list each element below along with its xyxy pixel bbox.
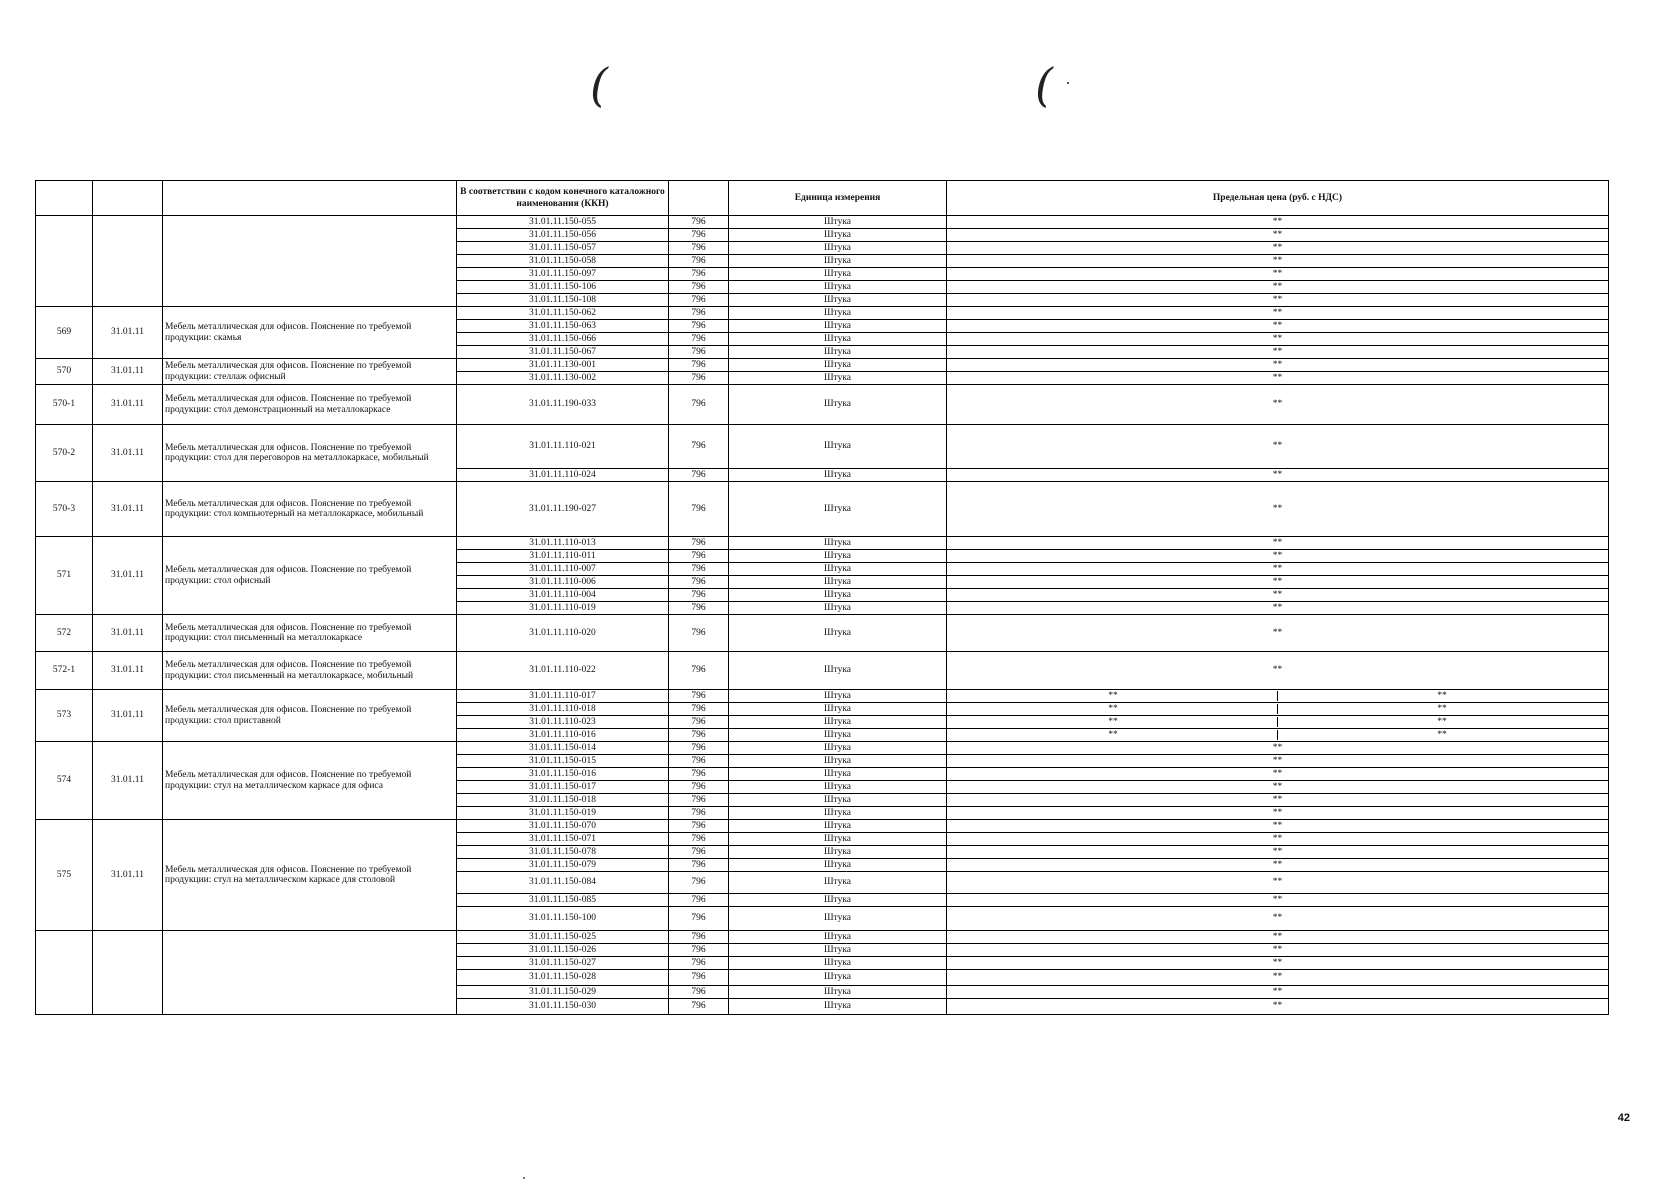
unit-name: Штука (729, 755, 947, 768)
table-row (36, 216, 1609, 229)
unit-name: Штука (729, 307, 947, 320)
kkn-code: 31.01.11.150-062 (457, 307, 669, 320)
price-cell: ** (947, 307, 1609, 320)
okei-code: 796 (669, 907, 729, 931)
kkn-code: 31.01.11.110-006 (457, 576, 669, 589)
price-cell: ** (947, 320, 1609, 333)
okei-code: 796 (669, 385, 729, 425)
price-value: ** (1437, 716, 1447, 727)
row-number: 569 (36, 307, 93, 359)
kkn-code: 31.01.11.110-019 (457, 602, 669, 615)
price-cell: ** (947, 333, 1609, 346)
unit-name: Штука (729, 859, 947, 872)
okei-code: 796 (669, 794, 729, 807)
price-cell: ** (947, 469, 1609, 482)
table-row (36, 482, 1609, 537)
header-cell-description (163, 181, 457, 216)
table-row (36, 359, 1609, 372)
okei-code: 796 (669, 944, 729, 957)
unit-name: Штука (729, 794, 947, 807)
unit-name: Штука (729, 944, 947, 957)
unit-name: Штука (729, 602, 947, 615)
okei-code: 796 (669, 255, 729, 268)
okei-code: 796 (669, 333, 729, 346)
kkn-code: 31.01.11.130-001 (457, 359, 669, 372)
okpd-code: 31.01.11 (93, 385, 163, 425)
unit-name: Штука (729, 385, 947, 425)
okei-code: 796 (669, 970, 729, 986)
okei-code: 796 (669, 281, 729, 294)
row-description (163, 931, 457, 1015)
row-number: 571 (36, 537, 93, 615)
table-row (36, 537, 1609, 550)
row-description: Мебель металлическая для офисов. Пояснение по требуемой продукции: стол офисный (163, 537, 457, 615)
unit-name: Штука (729, 482, 947, 537)
price-value: ** (1437, 729, 1447, 740)
price-cell: ** (947, 768, 1609, 781)
price-cell: ** (947, 907, 1609, 931)
kkn-code: 31.01.11.150-067 (457, 346, 669, 359)
unit-name: Штука (729, 872, 947, 894)
price-cell: ** (947, 615, 1609, 652)
unit-name: Штука (729, 242, 947, 255)
price-table (35, 180, 1609, 1015)
price-cell: ** (947, 755, 1609, 768)
okpd-code: 31.01.11 (93, 690, 163, 742)
okei-code: 796 (669, 216, 729, 229)
kkn-code: 31.01.11.110-004 (457, 589, 669, 602)
price-value: ** (1437, 703, 1447, 714)
unit-name: Штука (729, 999, 947, 1015)
okei-code: 796 (669, 372, 729, 385)
unit-name: Штука (729, 346, 947, 359)
kkn-code: 31.01.11.150-079 (457, 859, 669, 872)
price-cell: ** (947, 268, 1609, 281)
row-number: 570-2 (36, 425, 93, 482)
okei-code: 796 (669, 469, 729, 482)
price-value: ** (1437, 690, 1447, 701)
price-cell: ** (947, 482, 1609, 537)
header-unit: Единица измерения (729, 181, 947, 216)
price-value: ** (949, 730, 1278, 741)
okei-code: 796 (669, 820, 729, 833)
kkn-code: 31.01.11.150-084 (457, 872, 669, 894)
price-value: ** (949, 717, 1278, 728)
table-row (36, 820, 1609, 833)
okei-code: 796 (669, 931, 729, 944)
unit-name: Штука (729, 550, 947, 563)
price-cell (947, 729, 1609, 742)
unit-name: Штука (729, 931, 947, 944)
okei-code: 796 (669, 242, 729, 255)
register-sheet (35, 180, 1608, 1074)
okei-code: 796 (669, 294, 729, 307)
price-cell (947, 716, 1609, 729)
price-cell: ** (947, 242, 1609, 255)
price-cell: ** (947, 652, 1609, 690)
kkn-code: 31.01.11.150-071 (457, 833, 669, 846)
unit-name: Штука (729, 563, 947, 576)
price-cell: ** (947, 957, 1609, 970)
price-cell: ** (947, 781, 1609, 794)
kkn-code: 31.01.11.110-023 (457, 716, 669, 729)
unit-name: Штука (729, 333, 947, 346)
kkn-code: 31.01.11.130-002 (457, 372, 669, 385)
unit-name: Штука (729, 372, 947, 385)
okei-code: 796 (669, 729, 729, 742)
okei-code: 796 (669, 652, 729, 690)
price-cell: ** (947, 833, 1609, 846)
okei-code: 796 (669, 359, 729, 372)
okpd-code (93, 216, 163, 307)
price-cell: ** (947, 229, 1609, 242)
price-cell: ** (947, 550, 1609, 563)
price-cell: ** (947, 372, 1609, 385)
table-row (36, 742, 1609, 755)
price-cell: ** (947, 537, 1609, 550)
unit-name: Штука (729, 970, 947, 986)
kkn-code: 31.01.11.110-017 (457, 690, 669, 703)
price-cell: ** (947, 255, 1609, 268)
kkn-code: 31.01.11.150-028 (457, 970, 669, 986)
kkn-code: 31.01.11.110-011 (457, 550, 669, 563)
price-value: ** (949, 704, 1278, 715)
row-description (163, 216, 457, 307)
okei-code: 796 (669, 482, 729, 537)
table-row (36, 307, 1609, 320)
unit-name: Штука (729, 320, 947, 333)
kkn-code: 31.01.11.190-033 (457, 385, 669, 425)
kkn-code: 31.01.11.150-014 (457, 742, 669, 755)
row-description: Мебель металлическая для офисов. Пояснение по требуемой продукции: стеллаж офисный (163, 359, 457, 385)
price-cell: ** (947, 589, 1609, 602)
okei-code: 796 (669, 229, 729, 242)
okei-code: 796 (669, 690, 729, 703)
okpd-code (93, 931, 163, 1015)
okei-code: 796 (669, 807, 729, 820)
kkn-code: 31.01.11.150-056 (457, 229, 669, 242)
row-number: 570-1 (36, 385, 93, 425)
price-cell: ** (947, 563, 1609, 576)
scan-mark-right: ( (1035, 58, 1053, 112)
kkn-code: 31.01.11.150-027 (457, 957, 669, 970)
okei-code: 796 (669, 602, 729, 615)
price-cell: ** (947, 216, 1609, 229)
scan-speck (523, 1177, 525, 1179)
unit-name: Штука (729, 703, 947, 716)
okpd-code: 31.01.11 (93, 537, 163, 615)
unit-name: Штука (729, 957, 947, 970)
price-cell: ** (947, 602, 1609, 615)
okei-code: 796 (669, 957, 729, 970)
row-number: 570 (36, 359, 93, 385)
kkn-code: 31.01.11.110-018 (457, 703, 669, 716)
row-number: 575 (36, 820, 93, 931)
okei-code: 796 (669, 872, 729, 894)
okei-code: 796 (669, 986, 729, 999)
unit-name: Штука (729, 690, 947, 703)
unit-name: Штука (729, 576, 947, 589)
okpd-code: 31.01.11 (93, 615, 163, 652)
unit-name: Штука (729, 359, 947, 372)
kkn-code: 31.01.11.150-017 (457, 781, 669, 794)
unit-name: Штука (729, 281, 947, 294)
okei-code: 796 (669, 999, 729, 1015)
row-number: 572-1 (36, 652, 93, 690)
price-cell: ** (947, 807, 1609, 820)
okei-code: 796 (669, 346, 729, 359)
kkn-code: 31.01.11.150-026 (457, 944, 669, 957)
okei-code: 796 (669, 755, 729, 768)
page-number: 42 (1617, 1112, 1630, 1124)
price-cell (947, 703, 1609, 716)
row-number (36, 216, 93, 307)
price-cell: ** (947, 999, 1609, 1015)
row-description: Мебель металлическая для офисов. Пояснение по требуемой продукции: стол демонстрационный на металлокаркасе (163, 385, 457, 425)
kkn-code: 31.01.11.110-021 (457, 425, 669, 469)
kkn-code: 31.01.11.150-030 (457, 999, 669, 1015)
scan-mark-left: ( (590, 58, 608, 112)
okei-code: 796 (669, 537, 729, 550)
row-description: Мебель металлическая для офисов. Пояснение по требуемой продукции: стол письменный на металлокаркасе (163, 615, 457, 652)
okei-code: 796 (669, 768, 729, 781)
price-cell: ** (947, 359, 1609, 372)
table-row (36, 425, 1609, 469)
unit-name: Штука (729, 589, 947, 602)
kkn-code: 31.01.11.150-058 (457, 255, 669, 268)
okei-code: 796 (669, 742, 729, 755)
price-cell: ** (947, 346, 1609, 359)
kkn-code: 31.01.11.110-013 (457, 537, 669, 550)
header-cell-okpd (93, 181, 163, 216)
kkn-code: 31.01.11.150-108 (457, 294, 669, 307)
kkn-code: 31.01.11.150-029 (457, 986, 669, 999)
price-cell: ** (947, 986, 1609, 999)
okei-code: 796 (669, 615, 729, 652)
unit-name: Штука (729, 615, 947, 652)
price-cell: ** (947, 425, 1609, 469)
kkn-code: 31.01.11.150-015 (457, 755, 669, 768)
price-cell (947, 690, 1609, 703)
row-description: Мебель металлическая для офисов. Пояснение по требуемой продукции: скамья (163, 307, 457, 359)
unit-name: Штука (729, 652, 947, 690)
okei-code: 796 (669, 550, 729, 563)
price-cell: ** (947, 859, 1609, 872)
price-value: ** (949, 691, 1278, 702)
kkn-code: 31.01.11.150-018 (457, 794, 669, 807)
table-row (36, 385, 1609, 425)
okei-code: 796 (669, 716, 729, 729)
okei-code: 796 (669, 320, 729, 333)
table-row (36, 690, 1609, 703)
kkn-code: 31.01.11.150-070 (457, 820, 669, 833)
row-description: Мебель металлическая для офисов. Пояснение по требуемой продукции: стул на металлическом каркасе для офиса (163, 742, 457, 820)
row-number (36, 931, 93, 1015)
kkn-code: 31.01.11.150-063 (457, 320, 669, 333)
kkn-code: 31.01.11.150-100 (457, 907, 669, 931)
okei-code: 796 (669, 846, 729, 859)
scan-speck (1067, 82, 1069, 84)
price-cell: ** (947, 794, 1609, 807)
price-cell: ** (947, 872, 1609, 894)
okpd-code: 31.01.11 (93, 307, 163, 359)
row-number: 574 (36, 742, 93, 820)
unit-name: Штука (729, 768, 947, 781)
price-cell: ** (947, 970, 1609, 986)
price-cell: ** (947, 944, 1609, 957)
okpd-code: 31.01.11 (93, 425, 163, 482)
table-row (36, 652, 1609, 690)
table-header-row (36, 181, 1609, 216)
okei-code: 796 (669, 589, 729, 602)
price-cell: ** (947, 894, 1609, 907)
okei-code: 796 (669, 576, 729, 589)
price-cell: ** (947, 576, 1609, 589)
kkn-code: 31.01.11.150-055 (457, 216, 669, 229)
okei-code: 796 (669, 307, 729, 320)
unit-name: Штука (729, 907, 947, 931)
row-description: Мебель металлическая для офисов. Пояснение по требуемой продукции: стул на металлическом каркасе для столовой (163, 820, 457, 931)
okei-code: 796 (669, 859, 729, 872)
kkn-code: 31.01.11.150-016 (457, 768, 669, 781)
okei-code: 796 (669, 894, 729, 907)
kkn-code: 31.01.11.190-027 (457, 482, 669, 537)
unit-name: Штука (729, 255, 947, 268)
unit-name: Штука (729, 537, 947, 550)
kkn-code: 31.01.11.150-019 (457, 807, 669, 820)
row-description: Мебель металлическая для офисов. Пояснение по требуемой продукции: стол для переговоров на металлокаркасе, мобильный (163, 425, 457, 482)
header-cell-number (36, 181, 93, 216)
okei-code: 796 (669, 703, 729, 716)
unit-name: Штука (729, 846, 947, 859)
unit-name: Штука (729, 894, 947, 907)
okei-code: 796 (669, 563, 729, 576)
unit-name: Штука (729, 425, 947, 469)
okpd-code: 31.01.11 (93, 652, 163, 690)
header-price: Предельная цена (руб. с НДС) (947, 181, 1609, 216)
price-cell: ** (947, 931, 1609, 944)
kkn-code: 31.01.11.150-057 (457, 242, 669, 255)
unit-name: Штука (729, 742, 947, 755)
kkn-code: 31.01.11.150-097 (457, 268, 669, 281)
row-number: 572 (36, 615, 93, 652)
header-cell-okei (669, 181, 729, 216)
okpd-code: 31.01.11 (93, 742, 163, 820)
okei-code: 796 (669, 781, 729, 794)
unit-name: Штука (729, 833, 947, 846)
kkn-code: 31.01.11.110-020 (457, 615, 669, 652)
unit-name: Штука (729, 729, 947, 742)
unit-name: Штука (729, 781, 947, 794)
kkn-code: 31.01.11.110-024 (457, 469, 669, 482)
kkn-code: 31.01.11.150-085 (457, 894, 669, 907)
okei-code: 796 (669, 425, 729, 469)
unit-name: Штука (729, 229, 947, 242)
kkn-code: 31.01.11.110-007 (457, 563, 669, 576)
table-row (36, 615, 1609, 652)
okpd-code: 31.01.11 (93, 820, 163, 931)
okpd-code: 31.01.11 (93, 482, 163, 537)
kkn-code: 31.01.11.150-106 (457, 281, 669, 294)
unit-name: Штука (729, 469, 947, 482)
row-description: Мебель металлическая для офисов. Пояснение по требуемой продукции: стол приставной (163, 690, 457, 742)
okpd-code: 31.01.11 (93, 359, 163, 385)
kkn-code: 31.01.11.150-025 (457, 931, 669, 944)
row-description: Мебель металлическая для офисов. Пояснение по требуемой продукции: стол письменный на металлокаркасе, мобильный (163, 652, 457, 690)
kkn-code: 31.01.11.150-078 (457, 846, 669, 859)
price-cell: ** (947, 820, 1609, 833)
price-cell: ** (947, 294, 1609, 307)
unit-name: Штука (729, 716, 947, 729)
price-cell: ** (947, 385, 1609, 425)
kkn-code: 31.01.11.110-022 (457, 652, 669, 690)
price-cell: ** (947, 742, 1609, 755)
row-number: 570-3 (36, 482, 93, 537)
price-split (949, 730, 1606, 741)
price-cell: ** (947, 281, 1609, 294)
header-kkn: В соответствии с кодом конечного каталожного наименования (ККН) (457, 181, 669, 216)
unit-name: Штука (729, 294, 947, 307)
okei-code: 796 (669, 268, 729, 281)
unit-name: Штука (729, 216, 947, 229)
row-number: 573 (36, 690, 93, 742)
table-row (36, 931, 1609, 944)
kkn-code: 31.01.11.150-066 (457, 333, 669, 346)
unit-name: Штука (729, 986, 947, 999)
unit-name: Штука (729, 268, 947, 281)
row-description: Мебель металлическая для офисов. Пояснение по требуемой продукции: стол компьютерный на металлокаркасе, мобильный (163, 482, 457, 537)
price-split (949, 691, 1606, 702)
unit-name: Штука (729, 807, 947, 820)
okei-code: 796 (669, 833, 729, 846)
price-split (949, 717, 1606, 728)
price-cell: ** (947, 846, 1609, 859)
unit-name: Штука (729, 820, 947, 833)
price-split (949, 704, 1606, 715)
kkn-code: 31.01.11.110-016 (457, 729, 669, 742)
